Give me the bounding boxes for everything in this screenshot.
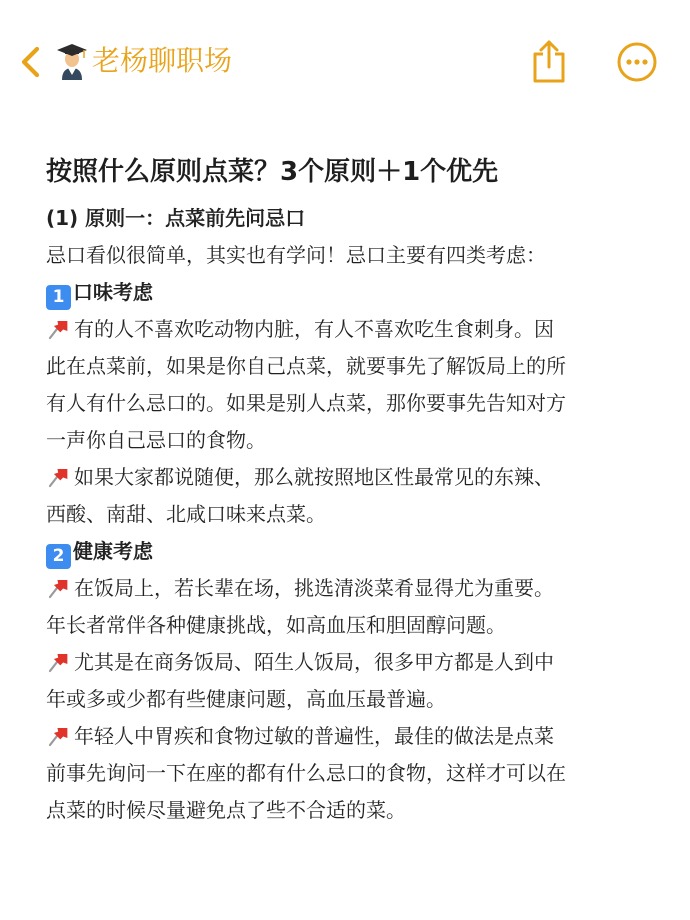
paragraph-line [46, 644, 656, 681]
paragraph-line: 西酸、南甜、北咸口味来点菜。 [46, 502, 326, 526]
paragraph-text: 年轻人中胃疾和食物过敏的普遍性，最佳的做法是点菜 [74, 724, 554, 748]
paragraph-line: 年或多或少都有些健康问题，高血压最普遍。 [46, 687, 446, 711]
paragraph-line [46, 570, 656, 607]
top-bar [0, 0, 690, 120]
number-1-badge-icon: 1 [46, 285, 71, 310]
section-heading: (1) 原则一：点菜前先问忌口 [46, 206, 306, 230]
paragraph-line: 一声你自己忌口的食物。 [46, 428, 266, 452]
subheading-label: 口味考虑 [73, 280, 153, 304]
note-body [46, 152, 656, 829]
pushpin-icon [46, 721, 72, 747]
paragraph-line: 有人有什么忌口的。如果是别人点菜，那你要事先告知对方 [46, 391, 566, 415]
subheading-taste [46, 274, 656, 311]
paragraph-text: 如果大家都说随便，那么就按照地区性最常见的东辣、 [74, 465, 554, 489]
subheading-label: 健康考虑 [73, 539, 153, 563]
number-2-badge-icon: 2 [46, 544, 71, 569]
intro-text: 忌口看似很简单，其实也有学问！忌口主要有四类考虑： [46, 243, 546, 267]
paragraph-line: 年长者常伴各种健康挑战，如高血压和胆固醇问题。 [46, 613, 506, 637]
subheading-health [46, 533, 656, 570]
pushpin-icon [46, 314, 72, 340]
paragraph-text: 有的人不喜欢吃动物内脏，有人不喜欢吃生食刺身。因 [74, 317, 554, 341]
share-icon[interactable] [530, 38, 568, 84]
pushpin-icon [46, 647, 72, 673]
paragraph-text: 在饭局上，若长辈在场，挑选清淡菜肴显得尤为重要。 [74, 576, 554, 600]
paragraph-text: 尤其是在商务饭局、陌生人饭局，很多甲方都是人到中 [74, 650, 554, 674]
folder-title[interactable]: 老杨聊职场 [92, 44, 233, 77]
paragraph-line: 点菜的时候尽量避免点了些不合适的菜。 [46, 798, 406, 822]
pushpin-icon [46, 573, 72, 599]
note-title: 按照什么原则点菜？3个原则＋1个优先 [46, 157, 499, 187]
paragraph-line: 此在点菜前，如果是你自己点菜，就要事先了解饭局上的所 [46, 354, 566, 378]
back-chevron-icon[interactable] [16, 42, 46, 82]
paragraph-line [46, 311, 656, 348]
paragraph-line [46, 459, 656, 496]
paragraph-line: 前事先询问一下在座的都有什么忌口的食物，这样才可以在 [46, 761, 566, 785]
pushpin-icon [46, 462, 72, 488]
more-icon[interactable] [616, 41, 658, 83]
graduate-avatar-icon [56, 42, 88, 80]
paragraph-line [46, 718, 656, 755]
